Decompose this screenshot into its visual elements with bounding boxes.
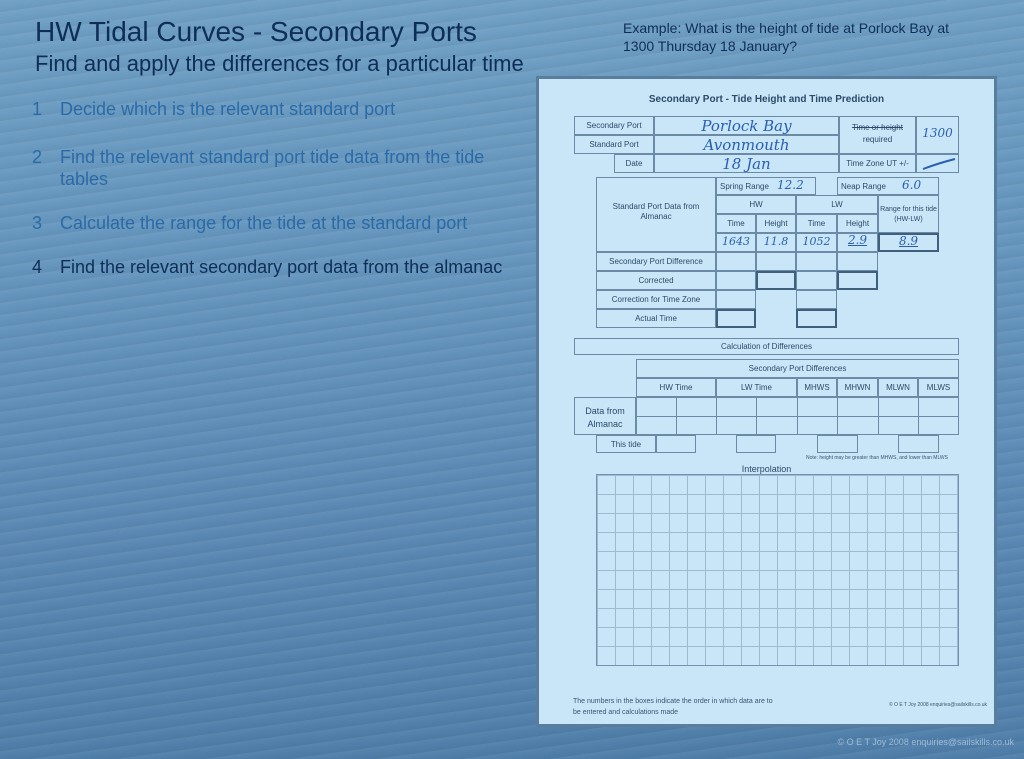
this-tide-lw[interactable]	[736, 435, 776, 453]
step-3	[32, 212, 532, 234]
hw-label: HW	[749, 200, 763, 209]
this-tide-label-cell	[596, 435, 656, 453]
date-label: Date	[625, 159, 643, 168]
this-tide-mhw[interactable]	[817, 435, 858, 453]
this-tide-hw[interactable]	[656, 435, 696, 453]
step-text: Find the relevant standard port tide data from the tide tables	[60, 147, 485, 189]
secondary-port-label: Secondary Port	[586, 121, 642, 130]
spring-range-cell	[716, 177, 816, 195]
page-title: HW Tidal Curves - Secondary Ports	[35, 16, 477, 47]
height-note: Note: height may be greater than MHWS, and lower than MLWS	[806, 455, 948, 461]
lw-time-header	[796, 214, 837, 233]
steps-list	[32, 98, 532, 300]
std-port-data-label: Standard Port Data from Almanac	[612, 202, 700, 221]
col-hw-time-label: HW Time	[659, 383, 693, 392]
time-zone-field[interactable]	[916, 154, 959, 173]
calc-diff-header	[574, 338, 959, 355]
col-divider	[676, 397, 677, 435]
sec-port-diffs-header	[636, 359, 959, 378]
time-zone-label-cell	[839, 154, 916, 173]
time-required-value: 1300	[922, 126, 953, 140]
hw-header	[716, 195, 796, 214]
time-required-field[interactable]	[916, 116, 959, 154]
sec-port-diff-label-cell	[596, 252, 716, 271]
col-mhws-label: MHWS	[804, 383, 830, 392]
col-hw-time	[636, 378, 716, 397]
col-mlwn-label: MLWN	[886, 383, 910, 392]
step-2	[32, 146, 532, 190]
actual-time-lw[interactable]	[796, 309, 837, 328]
actual-time-hw[interactable]	[716, 309, 756, 328]
step-number: 3	[32, 213, 43, 233]
lw-time-value: 1052	[802, 235, 831, 248]
sec-diff-lw-height[interactable]	[837, 252, 878, 271]
form-copyright: © O E T Joy 2008 enquiries@sailskills.co.uk	[889, 702, 988, 708]
neap-range-cell	[837, 177, 939, 195]
actual-time-label: Actual Time	[635, 314, 677, 323]
date-value: 18 Jan	[722, 155, 771, 173]
sec-diff-lw-time[interactable]	[796, 252, 837, 271]
bottom-note: The numbers in the boxes indicate the order in which data are to be entered and calculations made	[573, 698, 773, 716]
col-divider	[716, 397, 717, 435]
col-lw-time-label: LW Time	[741, 383, 772, 392]
hw-time-field[interactable]	[716, 233, 756, 252]
calc-diff-label: Calculation of Differences	[720, 342, 812, 351]
step-text: Calculate the range for the tide at the standard port	[60, 213, 468, 233]
form-title: Secondary Port - Tide Height and Time Prediction	[648, 94, 885, 105]
neap-range-value: 6.0	[902, 178, 922, 192]
range-label-cell	[878, 195, 939, 233]
neap-range-label: Neap Range	[841, 182, 886, 191]
lw-height-field[interactable]	[837, 233, 878, 252]
standard-port-value: Avonmouth	[703, 136, 790, 154]
lw-height-header	[837, 214, 878, 233]
this-tide-label: This tide	[610, 440, 642, 449]
col-mhws	[797, 378, 837, 397]
tide-prediction-form	[536, 76, 997, 727]
time-required-label: Time or height	[852, 123, 903, 132]
corrected-label: Corrected	[638, 276, 674, 285]
hw-height-label: Height	[764, 219, 788, 228]
spring-range-label: Spring Range	[720, 182, 769, 191]
col-divider	[837, 397, 838, 435]
corrected-hw-time[interactable]	[716, 271, 756, 290]
interpolation-grid[interactable]	[596, 474, 959, 666]
lw-time-field[interactable]	[796, 233, 837, 252]
date-label-cell	[614, 154, 654, 173]
interpolation-label: Interpolation	[741, 464, 792, 474]
hw-height-header	[756, 214, 796, 233]
step-text: Decide which is the relevant standard port	[60, 99, 396, 119]
standard-port-label-cell	[574, 135, 654, 154]
range-value: 8.9	[898, 234, 919, 248]
lw-height-value: 2.9	[847, 233, 868, 247]
footer-copyright: © O E T Joy 2008 enquiries@sailskills.co.uk	[837, 737, 1014, 747]
col-lw-time	[716, 378, 797, 397]
time-required-label-2: required	[862, 135, 893, 144]
step-text: Find the relevant secondary port data from the almanac	[60, 257, 503, 277]
corrected-lw-time[interactable]	[796, 271, 837, 290]
col-divider	[918, 397, 919, 435]
step-number: 4	[32, 257, 43, 277]
secondary-port-field[interactable]	[654, 116, 839, 135]
time-zone-label: Time Zone UT +/-	[846, 159, 909, 168]
col-divider	[878, 397, 879, 435]
time-required-label-cell	[839, 116, 916, 154]
corrected-label-cell	[596, 271, 716, 290]
data-from-almanac-label: Data from Almanac	[585, 406, 625, 429]
sec-diff-hw-height[interactable]	[756, 252, 796, 271]
corrected-lw-height[interactable]	[837, 271, 878, 290]
correction-tz-label-cell	[596, 290, 716, 309]
col-mlwn	[878, 378, 918, 397]
hw-time-label: Time	[727, 219, 745, 228]
page-subtitle: Find and apply the differences for a particular time	[35, 51, 524, 76]
col-mlws-label: MLWS	[926, 383, 951, 392]
correction-tz-lw[interactable]	[796, 290, 837, 309]
sec-diff-hw-time[interactable]	[716, 252, 756, 271]
step-number: 1	[32, 99, 43, 119]
correction-tz-label: Correction for Time Zone	[611, 295, 701, 304]
std-port-data-label-cell	[596, 177, 716, 252]
dash-mark-icon	[921, 157, 957, 171]
sec-port-diffs-label: Secondary Port Differences	[748, 364, 847, 373]
date-field[interactable]	[654, 154, 839, 173]
standard-port-label: Standard Port	[589, 140, 639, 149]
col-mlws	[918, 378, 959, 397]
hw-time-header	[716, 214, 756, 233]
step-number: 2	[32, 147, 43, 167]
secondary-port-label-cell	[574, 116, 654, 135]
data-from-almanac-label-cell	[574, 397, 636, 435]
corrected-hw-height[interactable]	[756, 271, 796, 290]
range-label: Range for this tide (HW-LW)	[880, 206, 937, 223]
col-divider	[797, 397, 798, 435]
step-1	[32, 98, 532, 120]
step-4	[32, 256, 532, 278]
this-tide-mlw[interactable]	[898, 435, 939, 453]
col-mhwn-label: MHWN	[844, 383, 871, 392]
hw-time-value: 1643	[722, 235, 750, 248]
lw-height-label: Height	[845, 219, 870, 228]
sec-port-diff-label: Secondary Port Difference	[609, 257, 703, 266]
col-divider	[756, 397, 757, 435]
correction-tz-hw[interactable]	[716, 290, 756, 309]
actual-time-label-cell	[596, 309, 716, 328]
range-field[interactable]	[878, 233, 939, 252]
example-question: Example: What is the height of tide at Porlock Bay at 1300 Thursday 18 January?	[623, 20, 950, 54]
hw-height-field[interactable]	[756, 233, 796, 252]
lw-time-label: Time	[807, 219, 826, 228]
secondary-port-value: Porlock Bay	[701, 117, 792, 135]
lw-label: LW	[831, 200, 843, 209]
spring-range-value: 12.2	[777, 178, 804, 192]
standard-port-field[interactable]	[654, 135, 839, 154]
col-mhwn	[837, 378, 878, 397]
hw-height-value: 11.8	[763, 235, 789, 248]
lw-header	[796, 195, 878, 214]
